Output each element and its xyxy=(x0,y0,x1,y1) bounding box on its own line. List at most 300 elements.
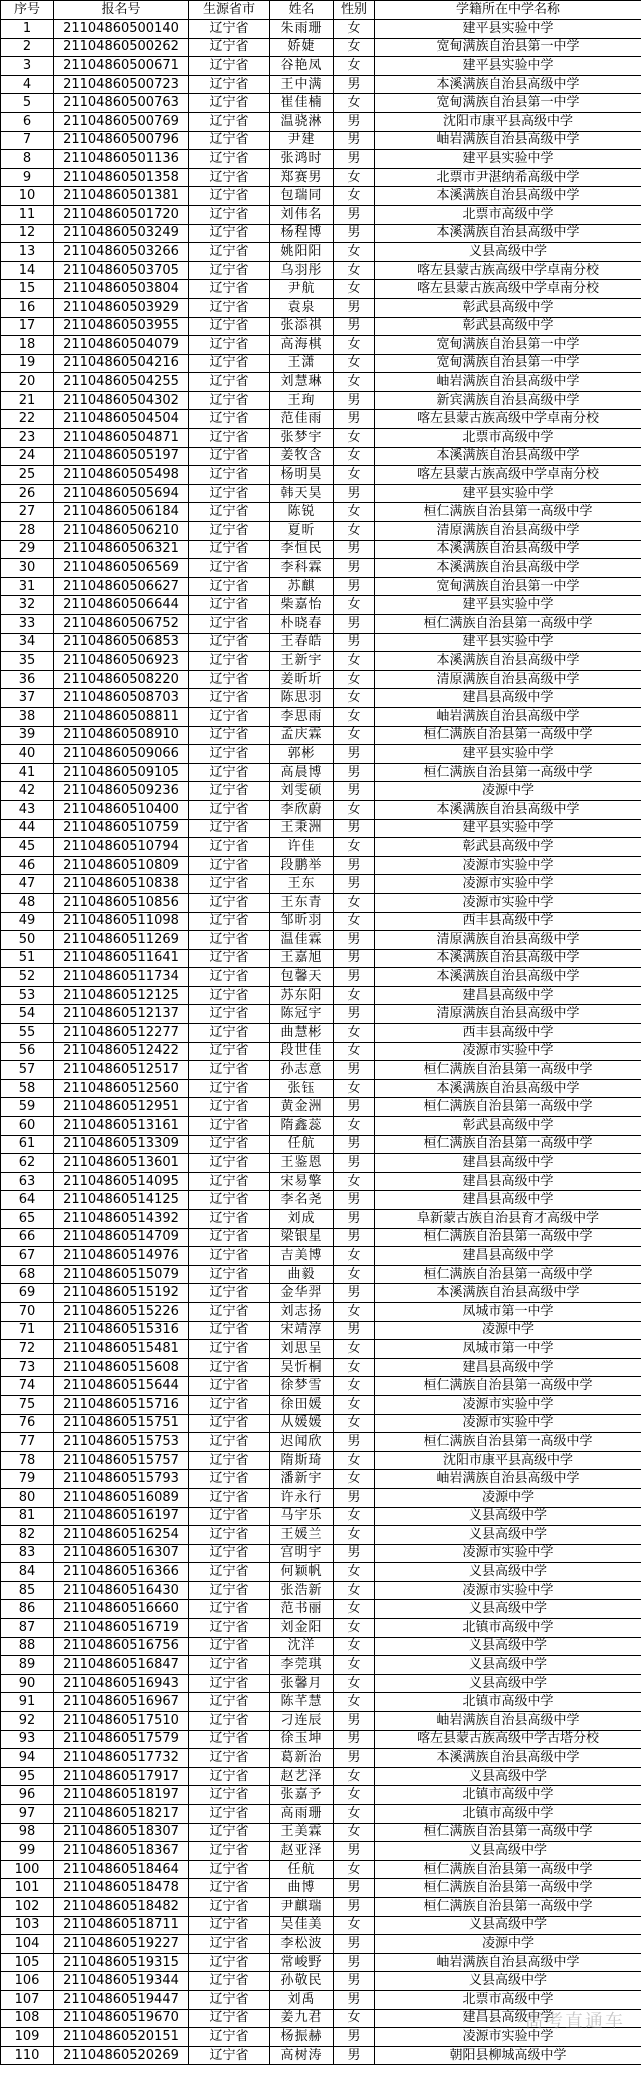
cell-province: 辽宁省 xyxy=(189,1117,270,1136)
cell-name: 高海棋 xyxy=(270,336,334,355)
table-row xyxy=(1,410,641,429)
cell-gender: 男 xyxy=(334,131,375,150)
cell-gender: 男 xyxy=(334,224,375,243)
cell-name: 陈锐 xyxy=(270,503,334,522)
cell-name: 朴晓春 xyxy=(270,615,334,634)
cell-province: 辽宁省 xyxy=(189,1042,270,1061)
cell-index: 69 xyxy=(1,1284,54,1303)
cell-province: 辽宁省 xyxy=(189,1433,270,1452)
cell-province: 辽宁省 xyxy=(189,1488,270,1507)
cell-reg-no: 21104860516943 xyxy=(54,1674,189,1693)
table-row xyxy=(1,1860,641,1879)
cell-name: 金华羿 xyxy=(270,1284,334,1303)
cell-reg-no: 21104860506923 xyxy=(54,652,189,671)
table-row xyxy=(1,800,641,819)
cell-gender: 女 xyxy=(334,1656,375,1675)
cell-reg-no: 21104860517917 xyxy=(54,1767,189,1786)
cell-school: 凌源市实验中学 xyxy=(375,1544,641,1563)
cell-gender: 男 xyxy=(334,410,375,429)
cell-reg-no: 21104860511098 xyxy=(54,912,189,931)
cell-reg-no: 21104860506627 xyxy=(54,577,189,596)
cell-name: 刘雯硕 xyxy=(270,782,334,801)
cell-gender: 男 xyxy=(334,2046,375,2065)
table-row xyxy=(1,373,641,392)
cell-gender: 男 xyxy=(334,875,375,894)
cell-gender: 男 xyxy=(334,763,375,782)
cell-index: 50 xyxy=(1,931,54,950)
cell-gender: 男 xyxy=(334,615,375,634)
cell-index: 65 xyxy=(1,1210,54,1229)
cell-gender: 女 xyxy=(334,1172,375,1191)
cell-index: 2 xyxy=(1,38,54,57)
cell-gender: 男 xyxy=(334,949,375,968)
cell-gender: 男 xyxy=(334,856,375,875)
cell-school: 岫岩满族自治县高级中学 xyxy=(375,1712,641,1731)
cell-index: 11 xyxy=(1,205,54,224)
table-row xyxy=(1,726,641,745)
cell-reg-no: 21104860514095 xyxy=(54,1172,189,1191)
cell-reg-no: 21104860515751 xyxy=(54,1414,189,1433)
table-row xyxy=(1,1786,641,1805)
cell-reg-no: 21104860518197 xyxy=(54,1786,189,1805)
cell-gender: 女 xyxy=(334,800,375,819)
cell-index: 42 xyxy=(1,782,54,801)
cell-province: 辽宁省 xyxy=(189,317,270,336)
cell-name: 张馨月 xyxy=(270,1674,334,1693)
cell-name: 尹航 xyxy=(270,280,334,299)
table-row xyxy=(1,243,641,262)
cell-reg-no: 21104860514392 xyxy=(54,1210,189,1229)
cell-reg-no: 21104860510794 xyxy=(54,838,189,857)
cell-index: 60 xyxy=(1,1117,54,1136)
table-row xyxy=(1,893,641,912)
cell-province: 辽宁省 xyxy=(189,522,270,541)
cell-name: 杨明昊 xyxy=(270,466,334,485)
cell-name: 宋靖淳 xyxy=(270,1321,334,1340)
cell-province: 辽宁省 xyxy=(189,75,270,94)
cell-gender: 男 xyxy=(334,317,375,336)
table-row xyxy=(1,150,641,169)
cell-school: 建昌县高级中学 xyxy=(375,1358,641,1377)
table-row xyxy=(1,1805,641,1824)
table-row xyxy=(1,577,641,596)
cell-reg-no: 21104860501136 xyxy=(54,150,189,169)
cell-province: 辽宁省 xyxy=(189,447,270,466)
cell-name: 陈芊慧 xyxy=(270,1693,334,1712)
cell-name: 宋易擎 xyxy=(270,1172,334,1191)
cell-school: 义县高级中学 xyxy=(375,1526,641,1545)
cell-gender: 男 xyxy=(334,1433,375,1452)
cell-province: 辽宁省 xyxy=(189,1526,270,1545)
cell-school: 凤城市第一中学 xyxy=(375,1340,641,1359)
table-row xyxy=(1,1600,641,1619)
cell-province: 辽宁省 xyxy=(189,652,270,671)
cell-province: 辽宁省 xyxy=(189,1079,270,1098)
cell-province: 辽宁省 xyxy=(189,373,270,392)
cell-province: 辽宁省 xyxy=(189,1451,270,1470)
cell-reg-no: 21104860511641 xyxy=(54,949,189,968)
cell-index: 86 xyxy=(1,1600,54,1619)
cell-index: 101 xyxy=(1,1879,54,1898)
cell-province: 辽宁省 xyxy=(189,1767,270,1786)
table-row xyxy=(1,1637,641,1656)
cell-province: 辽宁省 xyxy=(189,131,270,150)
cell-reg-no: 21104860518478 xyxy=(54,1879,189,1898)
cell-province: 辽宁省 xyxy=(189,243,270,262)
cell-province: 辽宁省 xyxy=(189,484,270,503)
cell-school: 桓仁满族自治县第一高级中学 xyxy=(375,1265,641,1284)
cell-school: 义县高级中学 xyxy=(375,1916,641,1935)
table-row xyxy=(1,317,641,336)
cell-school: 清原满族自治县高级中学 xyxy=(375,1005,641,1024)
cell-province: 辽宁省 xyxy=(189,429,270,448)
cell-province: 辽宁省 xyxy=(189,745,270,764)
table-row xyxy=(1,856,641,875)
cell-province: 辽宁省 xyxy=(189,38,270,57)
cell-reg-no: 21104860510809 xyxy=(54,856,189,875)
cell-index: 61 xyxy=(1,1135,54,1154)
cell-index: 14 xyxy=(1,261,54,280)
cell-index: 17 xyxy=(1,317,54,336)
cell-reg-no: 21104860506853 xyxy=(54,633,189,652)
cell-name: 范佳雨 xyxy=(270,410,334,429)
cell-reg-no: 21104860515226 xyxy=(54,1302,189,1321)
cell-index: 25 xyxy=(1,466,54,485)
cell-province: 辽宁省 xyxy=(189,1024,270,1043)
cell-name: 张添祺 xyxy=(270,317,334,336)
table-row xyxy=(1,1265,641,1284)
cell-province: 辽宁省 xyxy=(189,1265,270,1284)
cell-province: 辽宁省 xyxy=(189,1098,270,1117)
cell-name: 从媛媛 xyxy=(270,1414,334,1433)
table-row xyxy=(1,745,641,764)
cell-name: 陈冠宇 xyxy=(270,1005,334,1024)
cell-reg-no: 21104860512422 xyxy=(54,1042,189,1061)
cell-index: 23 xyxy=(1,429,54,448)
cell-index: 19 xyxy=(1,354,54,373)
table-row xyxy=(1,20,641,39)
cell-reg-no: 21104860500796 xyxy=(54,131,189,150)
cell-name: 许永行 xyxy=(270,1488,334,1507)
cell-school: 宽甸满族自治县第一中学 xyxy=(375,336,641,355)
cell-name: 高雨珊 xyxy=(270,1805,334,1824)
cell-reg-no: 21104860518464 xyxy=(54,1860,189,1879)
table-row xyxy=(1,1730,641,1749)
cell-gender: 男 xyxy=(334,2028,375,2047)
cell-name: 包瑞同 xyxy=(270,187,334,206)
cell-name: 孟庆霖 xyxy=(270,726,334,745)
cell-province: 辽宁省 xyxy=(189,298,270,317)
cell-reg-no: 21104860516660 xyxy=(54,1600,189,1619)
cell-school: 凌源市实验中学 xyxy=(375,893,641,912)
cell-name: 高树涛 xyxy=(270,2046,334,2065)
cell-reg-no: 21104860500671 xyxy=(54,57,189,76)
cell-school: 北镇市高级中学 xyxy=(375,1693,641,1712)
table-row xyxy=(1,1767,641,1786)
cell-province: 辽宁省 xyxy=(189,912,270,931)
cell-index: 78 xyxy=(1,1451,54,1470)
table-row xyxy=(1,94,641,113)
cell-name: 何颖帆 xyxy=(270,1563,334,1582)
cell-school: 北票市尹湛纳希高级中学 xyxy=(375,168,641,187)
cell-name: 夏昕 xyxy=(270,522,334,541)
cell-province: 辽宁省 xyxy=(189,1842,270,1861)
cell-name: 姚阳阳 xyxy=(270,243,334,262)
cell-reg-no: 21104860500769 xyxy=(54,112,189,131)
cell-school: 义县高级中学 xyxy=(375,1656,641,1675)
cell-name: 曲慧彬 xyxy=(270,1024,334,1043)
cell-name: 任航 xyxy=(270,1135,334,1154)
cell-name: 王媛兰 xyxy=(270,1526,334,1545)
table-row xyxy=(1,559,641,578)
cell-index: 1 xyxy=(1,20,54,39)
cell-school: 岫岩满族自治县高级中学 xyxy=(375,1953,641,1972)
cell-name: 王珣 xyxy=(270,391,334,410)
cell-school: 本溪满族自治县高级中学 xyxy=(375,1079,641,1098)
cell-name: 潘新宇 xyxy=(270,1470,334,1489)
cell-school: 义县高级中学 xyxy=(375,1842,641,1861)
cell-gender: 女 xyxy=(334,1507,375,1526)
cell-province: 辽宁省 xyxy=(189,1897,270,1916)
cell-name: 王潇 xyxy=(270,354,334,373)
cell-index: 30 xyxy=(1,559,54,578)
header-index: 序号 xyxy=(1,1,54,20)
table-row xyxy=(1,1972,641,1991)
cell-gender: 女 xyxy=(334,429,375,448)
cell-index: 109 xyxy=(1,2028,54,2047)
cell-gender: 男 xyxy=(334,559,375,578)
cell-reg-no: 21104860516366 xyxy=(54,1563,189,1582)
cell-name: 范书丽 xyxy=(270,1600,334,1619)
cell-province: 辽宁省 xyxy=(189,57,270,76)
header-province: 生源省市 xyxy=(189,1,270,20)
cell-gender: 女 xyxy=(334,1079,375,1098)
cell-name: 刘禹 xyxy=(270,1990,334,2009)
cell-province: 辽宁省 xyxy=(189,1656,270,1675)
cell-index: 87 xyxy=(1,1619,54,1638)
cell-reg-no: 21104860517579 xyxy=(54,1730,189,1749)
cell-index: 32 xyxy=(1,596,54,615)
cell-province: 辽宁省 xyxy=(189,1712,270,1731)
cell-index: 22 xyxy=(1,410,54,429)
cell-gender: 女 xyxy=(334,373,375,392)
cell-reg-no: 21104860503705 xyxy=(54,261,189,280)
cell-gender: 男 xyxy=(334,391,375,410)
cell-province: 辽宁省 xyxy=(189,2046,270,2065)
cell-name: 谷艳凤 xyxy=(270,57,334,76)
table-row xyxy=(1,131,641,150)
cell-school: 义县高级中学 xyxy=(375,1972,641,1991)
cell-name: 乌羽彤 xyxy=(270,261,334,280)
cell-name: 高晨博 xyxy=(270,763,334,782)
table-row xyxy=(1,1358,641,1377)
cell-name: 柴嘉怡 xyxy=(270,596,334,615)
cell-province: 辽宁省 xyxy=(189,559,270,578)
cell-reg-no: 21104860514976 xyxy=(54,1247,189,1266)
cell-name: 李恒民 xyxy=(270,540,334,559)
cell-school: 建平县实验中学 xyxy=(375,150,641,169)
cell-gender: 女 xyxy=(334,1674,375,1693)
cell-school: 凌源中学 xyxy=(375,1488,641,1507)
table-row xyxy=(1,75,641,94)
cell-province: 辽宁省 xyxy=(189,1414,270,1433)
cell-index: 7 xyxy=(1,131,54,150)
cell-school: 凌源市实验中学 xyxy=(375,1395,641,1414)
table-row xyxy=(1,484,641,503)
cell-name: 苏麒 xyxy=(270,577,334,596)
table-row xyxy=(1,949,641,968)
cell-reg-no: 21104860518307 xyxy=(54,1823,189,1842)
cell-gender: 女 xyxy=(334,1823,375,1842)
cell-gender: 女 xyxy=(334,503,375,522)
cell-reg-no: 21104860518711 xyxy=(54,1916,189,1935)
cell-province: 辽宁省 xyxy=(189,1395,270,1414)
cell-reg-no: 21104860510838 xyxy=(54,875,189,894)
cell-school: 本溪满族自治县高级中学 xyxy=(375,1284,641,1303)
cell-reg-no: 21104860508811 xyxy=(54,707,189,726)
cell-gender: 男 xyxy=(334,1972,375,1991)
cell-gender: 男 xyxy=(334,745,375,764)
cell-name: 李思雨 xyxy=(270,707,334,726)
cell-index: 48 xyxy=(1,893,54,912)
cell-index: 3 xyxy=(1,57,54,76)
cell-province: 辽宁省 xyxy=(189,1730,270,1749)
cell-reg-no: 21104860516967 xyxy=(54,1693,189,1712)
cell-gender: 女 xyxy=(334,1302,375,1321)
cell-index: 80 xyxy=(1,1488,54,1507)
cell-index: 44 xyxy=(1,819,54,838)
cell-index: 26 xyxy=(1,484,54,503)
cell-name: 李松波 xyxy=(270,1935,334,1954)
cell-name: 宫明宇 xyxy=(270,1544,334,1563)
cell-index: 92 xyxy=(1,1712,54,1731)
cell-gender: 男 xyxy=(334,1730,375,1749)
cell-school: 凌源市实验中学 xyxy=(375,2028,641,2047)
cell-gender: 女 xyxy=(334,57,375,76)
cell-gender: 女 xyxy=(334,893,375,912)
cell-name: 袁泉 xyxy=(270,298,334,317)
table-row xyxy=(1,447,641,466)
cell-province: 辽宁省 xyxy=(189,1284,270,1303)
cell-province: 辽宁省 xyxy=(189,1005,270,1024)
cell-index: 49 xyxy=(1,912,54,931)
cell-reg-no: 21104860504216 xyxy=(54,354,189,373)
cell-gender: 女 xyxy=(334,1526,375,1545)
cell-province: 辽宁省 xyxy=(189,1823,270,1842)
cell-gender: 女 xyxy=(334,1619,375,1638)
cell-index: 13 xyxy=(1,243,54,262)
cell-reg-no: 21104860514709 xyxy=(54,1228,189,1247)
cell-index: 94 xyxy=(1,1749,54,1768)
cell-gender: 女 xyxy=(334,1042,375,1061)
cell-province: 辽宁省 xyxy=(189,187,270,206)
cell-school: 岫岩满族自治县高级中学 xyxy=(375,1470,641,1489)
cell-province: 辽宁省 xyxy=(189,1340,270,1359)
cell-gender: 女 xyxy=(334,354,375,373)
cell-reg-no: 21104860510400 xyxy=(54,800,189,819)
cell-gender: 女 xyxy=(334,1377,375,1396)
table-row xyxy=(1,540,641,559)
table-row xyxy=(1,1470,641,1489)
table-row xyxy=(1,1191,641,1210)
cell-name: 王中满 xyxy=(270,75,334,94)
cell-name: 赵亚泽 xyxy=(270,1842,334,1861)
cell-province: 辽宁省 xyxy=(189,1619,270,1638)
cell-index: 45 xyxy=(1,838,54,857)
cell-index: 100 xyxy=(1,1860,54,1879)
cell-index: 5 xyxy=(1,94,54,113)
cell-province: 辽宁省 xyxy=(189,615,270,634)
table-row xyxy=(1,2046,641,2065)
cell-reg-no: 21104860515753 xyxy=(54,1433,189,1452)
cell-school: 彰武县高级中学 xyxy=(375,298,641,317)
cell-reg-no: 21104860508220 xyxy=(54,670,189,689)
cell-index: 107 xyxy=(1,1990,54,2009)
cell-reg-no: 21104860510856 xyxy=(54,893,189,912)
cell-school: 岫岩满族自治县高级中学 xyxy=(375,373,641,392)
table-row xyxy=(1,986,641,1005)
cell-school: 北镇市高级中学 xyxy=(375,1786,641,1805)
cell-gender: 女 xyxy=(334,1395,375,1414)
table-row xyxy=(1,931,641,950)
cell-index: 66 xyxy=(1,1228,54,1247)
table-row xyxy=(1,1247,641,1266)
table-row xyxy=(1,1098,641,1117)
cell-reg-no: 21104860500723 xyxy=(54,75,189,94)
cell-name: 刘成 xyxy=(270,1210,334,1229)
cell-gender: 男 xyxy=(334,1098,375,1117)
cell-reg-no: 21104860513161 xyxy=(54,1117,189,1136)
cell-province: 辽宁省 xyxy=(189,168,270,187)
cell-province: 辽宁省 xyxy=(189,633,270,652)
cell-gender: 女 xyxy=(334,1916,375,1935)
table-row xyxy=(1,1823,641,1842)
cell-province: 辽宁省 xyxy=(189,819,270,838)
cell-name: 李欣蔚 xyxy=(270,800,334,819)
table-row xyxy=(1,1284,641,1303)
table-row xyxy=(1,1061,641,1080)
table-row xyxy=(1,205,641,224)
cell-school: 桓仁满族自治县第一高级中学 xyxy=(375,1879,641,1898)
cell-index: 24 xyxy=(1,447,54,466)
cell-index: 106 xyxy=(1,1972,54,1991)
cell-name: 段世佳 xyxy=(270,1042,334,1061)
cell-index: 85 xyxy=(1,1581,54,1600)
table-body xyxy=(1,20,641,2065)
cell-gender: 女 xyxy=(334,1470,375,1489)
cell-school: 西丰县高级中学 xyxy=(375,912,641,931)
cell-index: 21 xyxy=(1,391,54,410)
cell-gender: 男 xyxy=(334,1154,375,1173)
table-row xyxy=(1,1526,641,1545)
cell-reg-no: 21104860504504 xyxy=(54,410,189,429)
cell-province: 辽宁省 xyxy=(189,949,270,968)
table-row xyxy=(1,1005,641,1024)
cell-gender: 男 xyxy=(334,1005,375,1024)
cell-province: 辽宁省 xyxy=(189,670,270,689)
cell-index: 108 xyxy=(1,2009,54,2028)
table-row xyxy=(1,261,641,280)
cell-gender: 男 xyxy=(334,1061,375,1080)
cell-reg-no: 21104860503249 xyxy=(54,224,189,243)
table-row xyxy=(1,1507,641,1526)
table-row xyxy=(1,1321,641,1340)
table-row xyxy=(1,1154,641,1173)
cell-index: 81 xyxy=(1,1507,54,1526)
table-row xyxy=(1,652,641,671)
cell-reg-no: 21104860514125 xyxy=(54,1191,189,1210)
cell-gender: 女 xyxy=(334,1024,375,1043)
